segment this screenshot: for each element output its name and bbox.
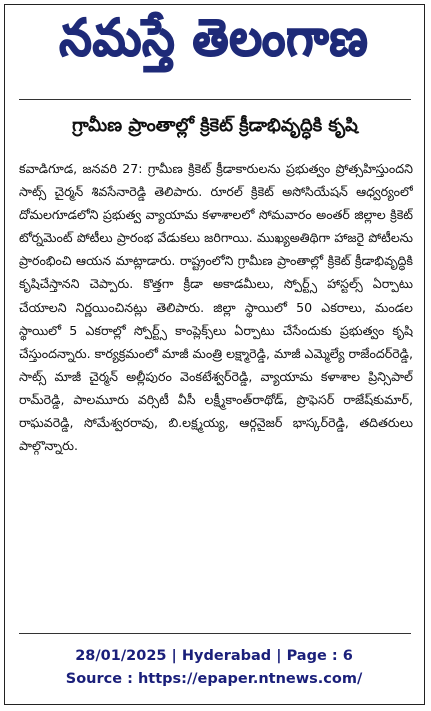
edition-line: 28/01/2025 | Hyderabad | Page : 6 xyxy=(75,648,353,664)
article-text: గ్రామీణ క్రికెట్ క్రీడాకారులను ప్రభుత్వం ప్రోత్సహిస్తుందని సాట్స్ చైర్మన్ శివసేనారెడ్డి తెలిపారు. రూరల్ క్రికెట్ అసోసియేషన్ ఆధ్వర్యంలో దోమలగూడలోని ప్రభుత్వ వ్యాయామ కళాశాలలో సోమవారం అంతర్ జిల్లాల క్రికెట్ టోర్నమెంట్ పోటీలు ప్రారంభ వేడుకలు జరిగాయి. ముఖ్యఅతిథిగా హాజరై పోటీలను ప్రారంభించి ఆయన మాట్లాడారు. రాష్ట్రంలోని గ్రామీణ ప్రాంతాల్లో క్రికెట్ క్రీడాభివృద్ధికి కృషిచేస్తానని చెప్పారు. కొత్తగా క్రీడా అకాడమీలు, స్పోర్ట్స్ హాస్టల్స్ ఏర్పాటు చేయాలని నిర్ణయించినట్లు తెలిపారు. జిల్లా స్థాయిలో 50 ఎకరాలు, మండల స్థాయిలో 5 ఎకరాల్లో స్పోర్ట్స్ కాంప్లెక్స్‌లు ఏర్పాటు చేసేందుకు ప్రభుత్వం కృషి చేస్తుందన్నారు. కార్యక్రమంలో మాజీ మంత్రి లక్ష్మారెడ్డి, మాజీ ఎమ్మెల్యే రాజేందర్‌రెడ్డి, సాట్స్ మాజీ చైర్మన్ అల్లీపురం వెంకటేశ్వర్‌రెడ్డి, వ్యాయామ కళాశాల ప్రిన్సిపాల్ రామ్‌రెడ్డి, పాలమూరు వర్సిటీ వీసీ లక్ష్మీకాంత్‌రాథోడ్, ప్రొఫెసర్ రాజేష్‌కుమార్, రాఘవరెడ్డి, సోమేశ్వరరావు, బి.లక్ష్మయ్య, ఆర్గనైజర్ భాస్కర్‌రెడ్డి, తదితరులు పాల్గొన్నారు. xyxy=(19,161,413,454)
article-headline: గ్రామీణ ప్రాంతాల్లో క్రికెట్ క్రీడాభివృద్ధికి కృషి xyxy=(72,114,358,136)
source-footer xyxy=(5,645,423,691)
article-dateline: కవాడిగూడ, జనవరి 27: xyxy=(19,161,143,176)
article-body xyxy=(19,157,413,627)
newspaper-masthead xyxy=(5,5,423,83)
source-link[interactable]: Source : https://epaper.ntnews.com/ xyxy=(65,671,363,687)
bottom-divider xyxy=(19,633,411,634)
top-divider xyxy=(19,99,411,100)
masthead-title: నమస్తే తెలంగాణ xyxy=(59,7,369,68)
page-frame xyxy=(4,4,425,705)
